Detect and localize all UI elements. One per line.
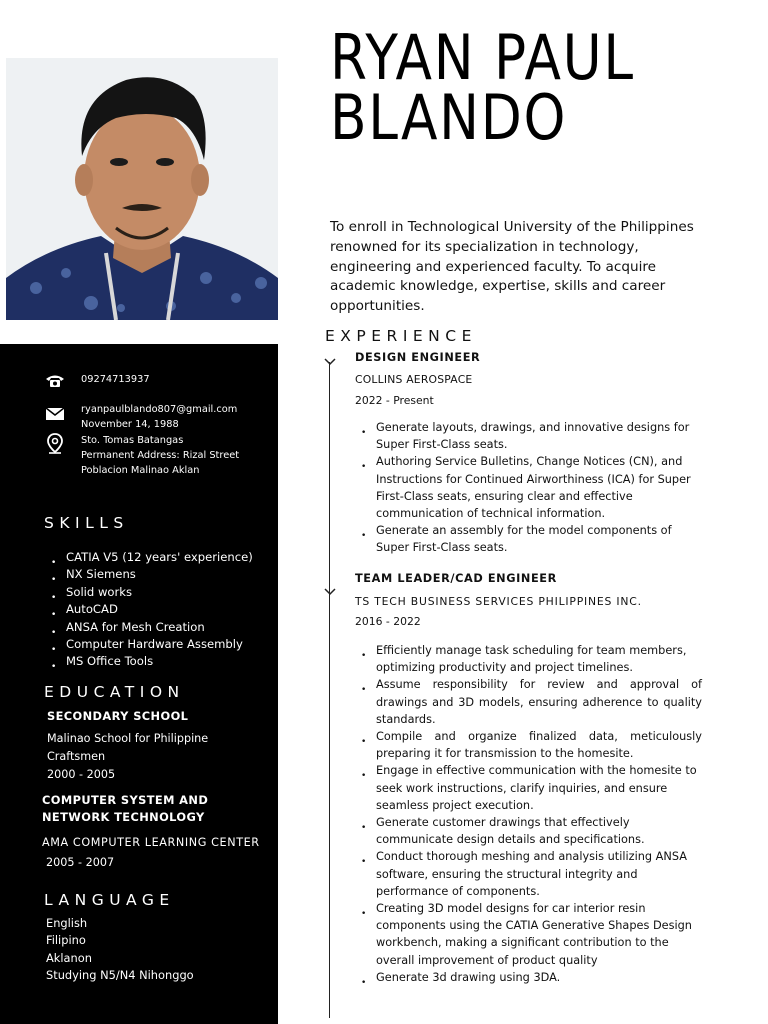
job-duties-list	[356, 419, 702, 557]
email-address: ryanpaulblando807@gmail.com	[81, 404, 238, 415]
envelope-icon	[44, 405, 66, 423]
birthdate: November 14, 1988	[81, 419, 179, 430]
language-list	[46, 915, 194, 985]
list-item: • Creating 3D model designs for car interior resin components using the CATIA Generative Shapes Design workbench, making a significant contribution to the overall improvement of product quality	[356, 900, 702, 969]
job-dates: 2016 - 2022	[355, 615, 421, 628]
list-item: Filipino	[46, 933, 86, 948]
list-item: • Computer Hardware Assembly	[46, 636, 253, 653]
job-company: COLLINS AEROSPACE	[355, 373, 473, 386]
list-item: • Engage in effective communication with the homesite to seek work instructions, clarify inquiries, and ensure seamless project execution.	[356, 762, 702, 814]
education-level: SECONDARY SCHOOL	[47, 709, 189, 723]
timeline-arrow-icon	[324, 588, 336, 596]
education-level-line-1: COMPUTER SYSTEM AND	[42, 793, 209, 807]
list-item: • AutoCAD	[46, 601, 253, 618]
list-item: • Generate customer drawings that effectively communicate design details and specifications.	[356, 814, 702, 848]
address-line-1: Sto. Tomas Batangas	[81, 435, 184, 446]
list-item: • Compile and organize finalized data, meticulously preparing it for transmission to the homesite.	[356, 728, 702, 762]
experience-heading: EXPERIENCE	[325, 327, 477, 345]
list-item: • Generate 3d drawing using 3DA.	[356, 969, 702, 986]
school-name-line-2: Craftsmen	[47, 750, 106, 763]
education-years: 2000 - 2005	[47, 768, 116, 781]
skills-heading: SKILLS	[44, 514, 129, 532]
contact-phone	[44, 372, 150, 390]
education-heading: EDUCATION	[44, 683, 185, 701]
skills-list	[46, 549, 253, 671]
list-item: • CATIA V5 (12 years' experience)	[46, 549, 253, 566]
job-duties-list	[356, 642, 702, 986]
list-item: • ANSA for Mesh Creation	[46, 619, 253, 636]
list-item: • NX Siemens	[46, 566, 253, 583]
school-name: AMA COMPUTER LEARNING CENTER	[42, 836, 260, 849]
job-title: DESIGN ENGINEER	[355, 351, 481, 364]
objective-text: To enroll in Technological University of the Philippines renowned for its specialization in technology, engineering and experienced faculty. To acquire academic knowledge, expertise, skills and career opportunities.	[330, 219, 694, 315]
list-item: • Generate layouts, drawings, and innovative designs for Super First-Class seats.	[356, 419, 702, 453]
language-heading: LANGUAGE	[44, 891, 175, 909]
list-item: Aklanon	[46, 950, 92, 965]
list-item: • MS Office Tools	[46, 653, 253, 670]
address-line-2: Permanent Address: Rizal Street	[81, 450, 240, 461]
list-item: • Assume responsibility for review and approval of drawings and 3D models, ensuring adherence to quality standards.	[356, 676, 702, 728]
list-item: Studying N5/N4 Nihonggo	[46, 968, 194, 983]
list-item: English	[46, 916, 88, 930]
list-item: • Generate an assembly for the model components of Super First-Class seats.	[356, 522, 702, 556]
timeline-arrow-icon	[324, 358, 336, 366]
contact-address	[44, 433, 240, 476]
education-level-line-2: NETWORK TECHNOLOGY	[42, 810, 205, 824]
job-dates: 2022 - Present	[355, 394, 434, 407]
job-company: TS TECH BUSINESS SERVICES PHILIPPINES INC.	[355, 595, 642, 608]
phone-number: 09274713937	[81, 374, 150, 385]
address-line-3: Poblacion Malinao Aklan	[81, 465, 200, 476]
candidate-name	[330, 21, 691, 154]
list-item: • Solid works	[46, 584, 253, 601]
school-name-line-1: Malinao School for Philippine	[47, 732, 209, 745]
location-pin-icon	[44, 433, 66, 455]
contact-email	[44, 402, 238, 430]
list-item: • Conduct thorough meshing and analysis utilizing ANSA software, ensuring the structural integrity and performance of components.	[356, 848, 702, 900]
name-line-1: RYAN PAUL	[330, 21, 635, 94]
education-years: 2005 - 2007	[46, 856, 115, 869]
list-item: • Efficiently manage task scheduling for team members, optimizing productivity and project timelines.	[356, 642, 702, 676]
name-line-2: BLANDO	[330, 81, 568, 154]
list-item: • Authoring Service Bulletins, Change Notices (CN), and Instructions for Continued Airworthiness (ICA) for Super First-Class seats, ensuring clear and effective communication of technical information.	[356, 453, 702, 522]
profile-photo	[6, 58, 278, 320]
phone-icon	[44, 372, 66, 390]
job-title: TEAM LEADER/CAD ENGINEER	[355, 572, 557, 585]
timeline-line	[329, 362, 330, 1018]
